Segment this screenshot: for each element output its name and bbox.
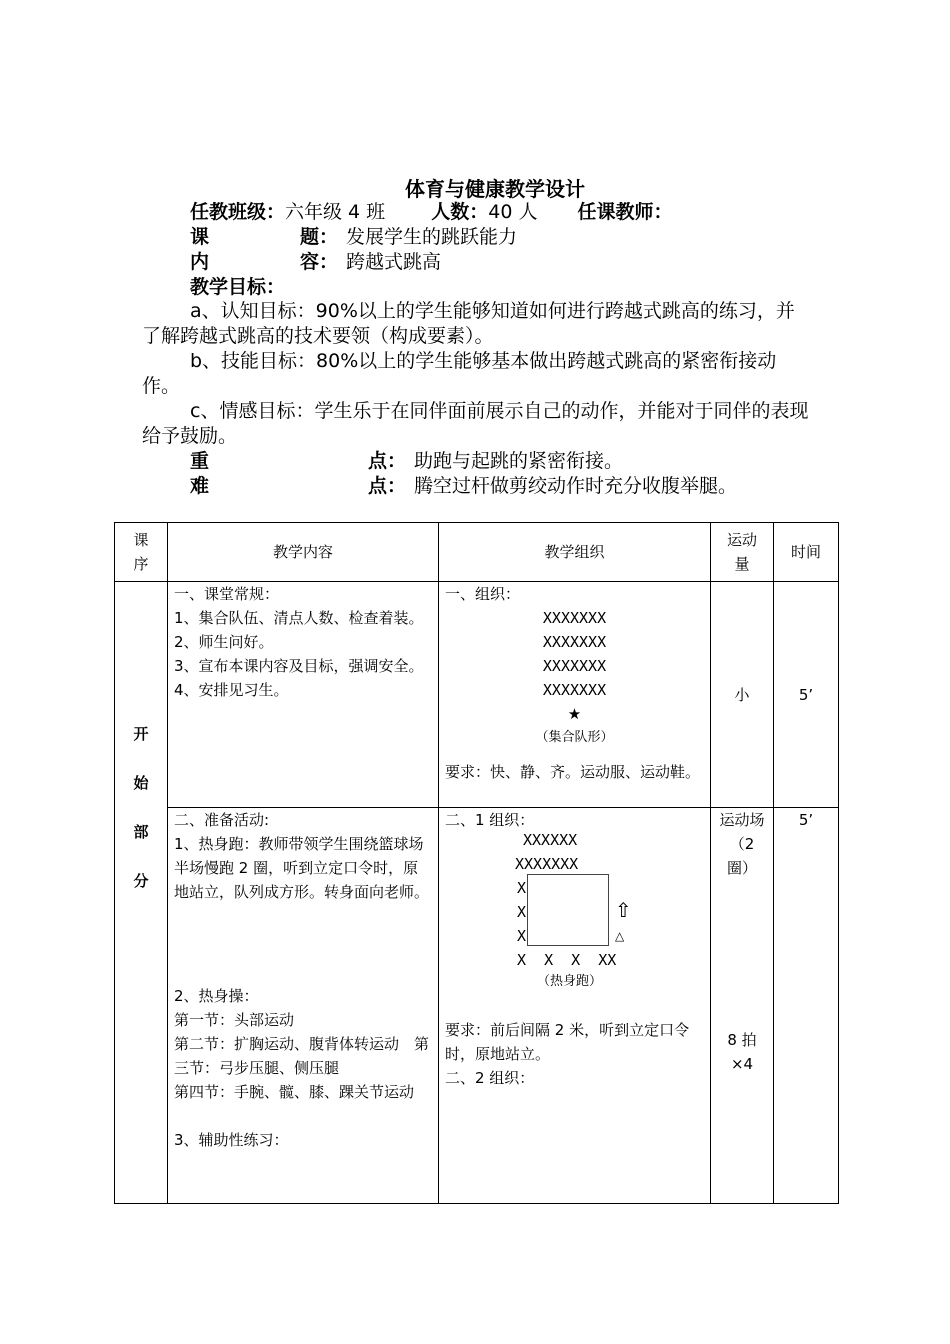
class-value: 六年级 4 班 [285, 201, 386, 223]
row1-content: 一、课堂常规： 1、集合队伍、清点人数、检查着装。 2、师生问好。 3、宣布本课内容及目标，强调安全。 4、安排见习生。 [168, 582, 439, 808]
topic-label-a: 课 [190, 226, 210, 248]
page-title: 体育与健康教学设计 [405, 177, 585, 201]
topic-label-b: 题： [300, 226, 339, 248]
goals-label: 教学目标： [190, 276, 286, 298]
row2-load: 运动场（2 圈） 8 拍 ×4 [711, 808, 774, 1204]
header-org: 教学组织 [439, 523, 711, 582]
header-time: 时间 [774, 523, 839, 582]
content-label-a: 内 [190, 251, 210, 273]
table-row [115, 582, 839, 808]
count-label: 人数： [431, 201, 489, 223]
table-header-row [115, 523, 839, 582]
triangle-icon: △ [615, 929, 625, 943]
warmup-diagram: XXXXXX XXXXXXX X X X ⇧ △ X X X XX （热身跑） [515, 831, 632, 989]
info-line [190, 200, 673, 224]
goal-a: a、认知目标：90%以上的学生能够知道如何进行跨越式跳高的练习，并了解跨越式跳高的技术要领（构成要素）。 [142, 300, 795, 347]
content-line [190, 250, 442, 274]
count-value: 40 人 [488, 201, 538, 223]
lesson-table [114, 522, 839, 1204]
difficulty-label-b: 点： [368, 475, 407, 497]
key-line [190, 449, 624, 473]
key-value: 助跑与起跳的紧密衔接。 [414, 450, 624, 472]
goal-b: b、技能目标：80%以上的学生能够基本做出跨越式跳高的紧密衔接动作。 [142, 350, 777, 397]
difficulty-line [190, 474, 738, 498]
topic-value: 发展学生的跳跃能力 [346, 226, 518, 248]
header-load: 运动 量 [711, 523, 774, 582]
assembly-formation: XXXXXXX XXXXXXX XXXXXXX XXXXXXX ★ （集合队形） [445, 606, 704, 750]
difficulty-label-a: 难 [190, 475, 210, 497]
row2-content: 二、准备活动: 1、热身跑：教师带领学生围绕篮球场半场慢跑 2 圈，听到立定口令时，原地站立，队列成方形。转身面向老师。 2、热身操： 第一节：头部运动 第二节：扩胸运动、腹背体转运动 第三节：弓步压腿、侧压腿 第四节：手腕、髋、膝、踝关节运动 3、辅助性练习： [168, 808, 439, 1204]
row1-load: 小 [711, 582, 774, 808]
row2-time: 5’ [774, 808, 839, 1204]
row2-org: 二、1 组织： XXXXXX XXXXXXX X X X ⇧ △ X X X XX （热身跑） 要求：前后间隔 2 米，听到立定口令时，原地站立。 二、2 组织： [439, 808, 711, 1204]
class-label: 任教班级： [190, 201, 286, 223]
difficulty-value: 腾空过杆做剪绞动作时充分收腹举腿。 [414, 475, 738, 497]
goal-c: c、情感目标：学生乐于在同伴面前展示自己的动作，并能对于同伴的表现给予鼓励。 [142, 400, 809, 447]
header-content: 教学内容 [168, 523, 439, 582]
topic-line [190, 225, 518, 249]
key-label-a: 重 [190, 450, 210, 472]
content-label-b: 容： [300, 251, 339, 273]
teacher-star-icon: ★ [567, 705, 582, 723]
row1-org: 一、组织： XXXXXXX XXXXXXX XXXXXXX XXXXXXX ★ （集合队形） 要求：快、静、齐。运动服、运动鞋。 [439, 582, 711, 808]
row1-time: 5’ [774, 582, 839, 808]
header-order: 课 序 [115, 523, 168, 582]
content-value: 跨越式跳高 [346, 251, 442, 273]
section-label: 开 始 部 分 [115, 582, 168, 1204]
up-arrow-icon: ⇧ [615, 898, 632, 922]
court-square [527, 874, 609, 946]
teacher-label: 任课教师： [577, 201, 673, 223]
key-label-b: 点： [368, 450, 407, 472]
table-row [115, 808, 839, 1204]
